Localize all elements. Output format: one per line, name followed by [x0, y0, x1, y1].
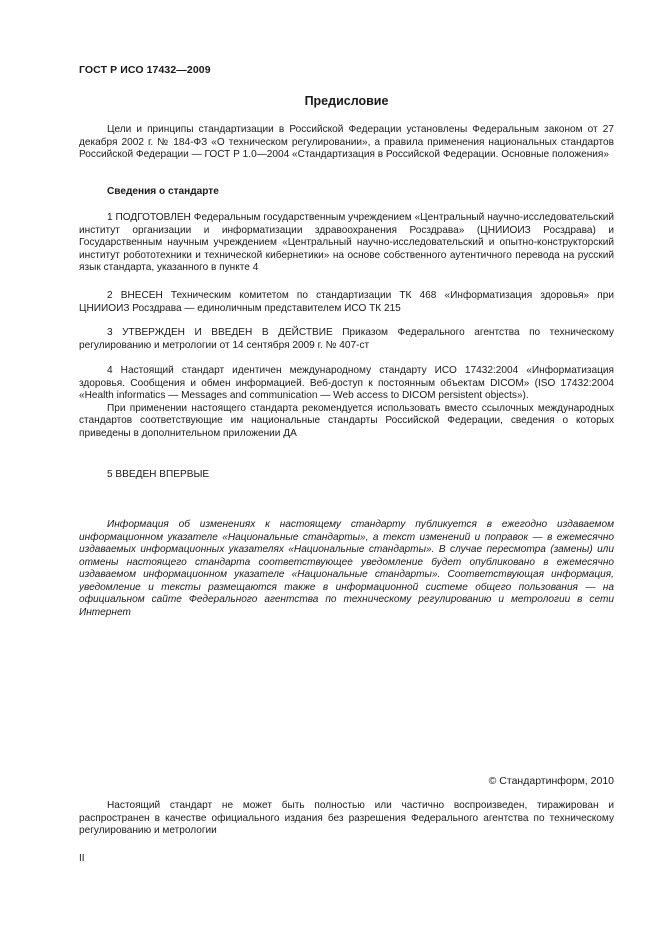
rights-paragraph [79, 800, 614, 838]
item-2-text: 2 ВНЕСЕН Техническим комитетом по стандартизации ТК 468 «Информатизация здоровья» при ЦНИИОИЗ Росздрава — единоличным представителем ИСО ТК 215 [79, 290, 614, 314]
item-2 [79, 290, 614, 315]
item-5-text: 5 ВВЕДЕН ВПЕРВЫЕ [107, 469, 210, 480]
item-1-text: 1 ПОДГОТОВЛЕН Федеральным государственным учреждением «Центральный научно-исследовательский институт организации и информатизации здравоохранения Росздрава» (ЦНИИОИЗ Росздрава) и Государственным научным учреждением «Центральный научно-исследовательский и опытно-конструкторский институт робототехники и технической кибернетики» на основе собственного аутентичного перевода на русский язык стандарта, указанного в пункте 4 [79, 212, 614, 273]
intro-paragraph [79, 124, 614, 162]
notice-paragraph [79, 519, 614, 619]
document-code-header: ГОСТ Р ИСО 17432—2009 [79, 64, 211, 76]
item-4-note: При применении настоящего стандарта рекомендуется использовать вместо ссылочных международных стандартов соответствующие им национальные стандарты Российской Федерации, сведения о которых приведены в дополнительном приложении ДА [79, 402, 614, 439]
page-number: II [79, 853, 85, 864]
title-text: Предисловие [304, 94, 389, 108]
item-1 [79, 212, 614, 275]
item-5 [79, 469, 614, 482]
intro-text: Цели и принципы стандартизации в Российской Федерации установлены Федеральным законом от 27 декабря 2002 г. № 184-ФЗ «О техническом регулировании», а правила применения национальных стандартов Российской Федерации — ГОСТ Р 1.0—2004 «Стандартизация в Российской Федерации. Основные положения» [79, 124, 614, 160]
notice-text: Информация об изменениях к настоящему стандарту публикуется в ежегодно издаваемом информационном указателе «Национальные стандарты», а текст изменений и поправок — в ежемесячно издаваемых информационных указателях «Национальные стандарты». В случае пересмотра (замены) или отмены настоящего стандарта соответствующее уведомление будет опубликовано в ежемесячно издаваемом информационном указателе «Национальные стандарты». Соответствующая информация, уведомление и тексты размещаются также в информационной системе общего пользования — на официальном сайте Федерального агентства по техническому регулированию и метрологии в сети Интернет [79, 519, 614, 618]
item-4 [79, 365, 614, 440]
copyright-line: © Стандартинформ, 2010 [488, 775, 614, 787]
item-3-text: 3 УТВЕРЖДЕН И ВВЕДЕН В ДЕЙСТВИЕ Приказом Федерального агентства по техническому регулированию и метрологии от 14 сентября 2009 г. № 407-ст [79, 327, 614, 351]
item-4-text: 4 Настоящий стандарт идентичен международному стандарту ИСО 17432:2004 «Информатизация здоровья. Сообщения и обмен информацией. Веб-доступ к постоянным объектам DICOM» (ISO 17432:2004 «Health informatics — Messages and communication — Web access to DICOM persistent objects»). [79, 365, 614, 401]
page-title [0, 94, 661, 108]
rights-text: Настоящий стандарт не может быть полностью или частично воспроизведен, тиражирован и распространен в качестве официального издания без разрешения Федерального агентства по техническому регулированию и метрологии [79, 800, 614, 836]
section-heading: Сведения о стандарте [107, 186, 219, 197]
item-3 [79, 327, 614, 352]
